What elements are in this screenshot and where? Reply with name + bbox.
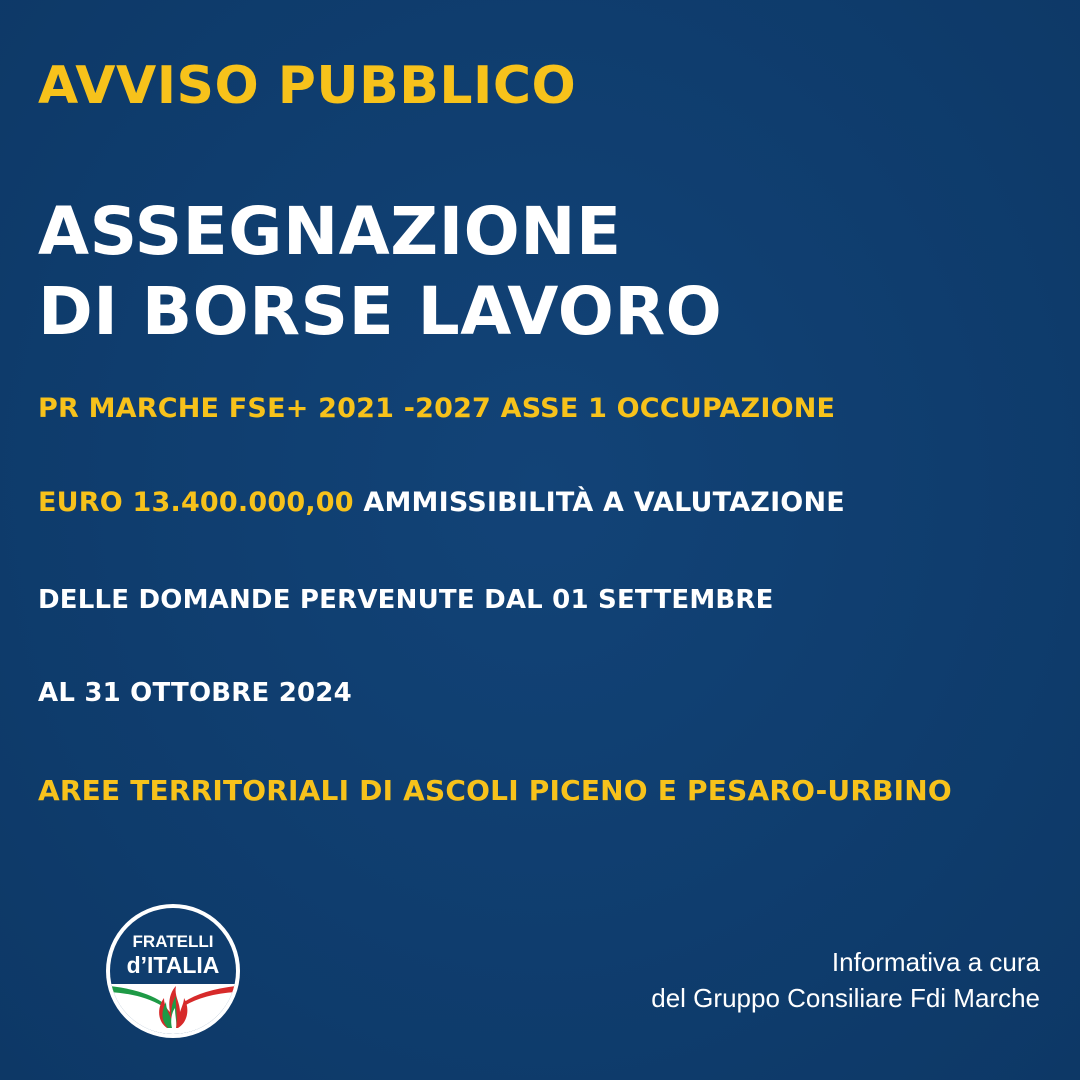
footer-credit [651,944,1040,1016]
kicker-text: AVVISO PUBBLICO [38,56,577,116]
footer-line-2: del Gruppo Consiliare Fdi Marche [651,983,1040,1013]
logo-text-line-1: FRATELLI [132,932,214,951]
amount-suffix: AMMISSIBILITÀ A VALUTAZIONE [353,487,845,518]
party-logo [104,902,242,1040]
period-line-1: DELLE DOMANDE PERVENUTE DAL 01 SETTEMBRE [38,585,774,615]
program-line: PR MARCHE FSE+ 2021 -2027 ASSE 1 OCCUPAZIONE [38,393,836,424]
amount-value: EURO 13.400.000,00 [38,487,354,518]
title-line-2: DI BORSE LAVORO [38,273,723,350]
logo-text-line-2: d’ITALIA [126,952,220,978]
areas-line: AREE TERRITORIALI DI ASCOLI PICENO E PESARO-URBINO [38,774,952,807]
page-title [38,192,722,352]
amount-line [38,487,845,518]
title-line-1: ASSEGNAZIONE [38,193,622,270]
period-line-2: AL 31 OTTOBRE 2024 [38,678,352,708]
footer-line-1: Informativa a cura [831,947,1040,977]
